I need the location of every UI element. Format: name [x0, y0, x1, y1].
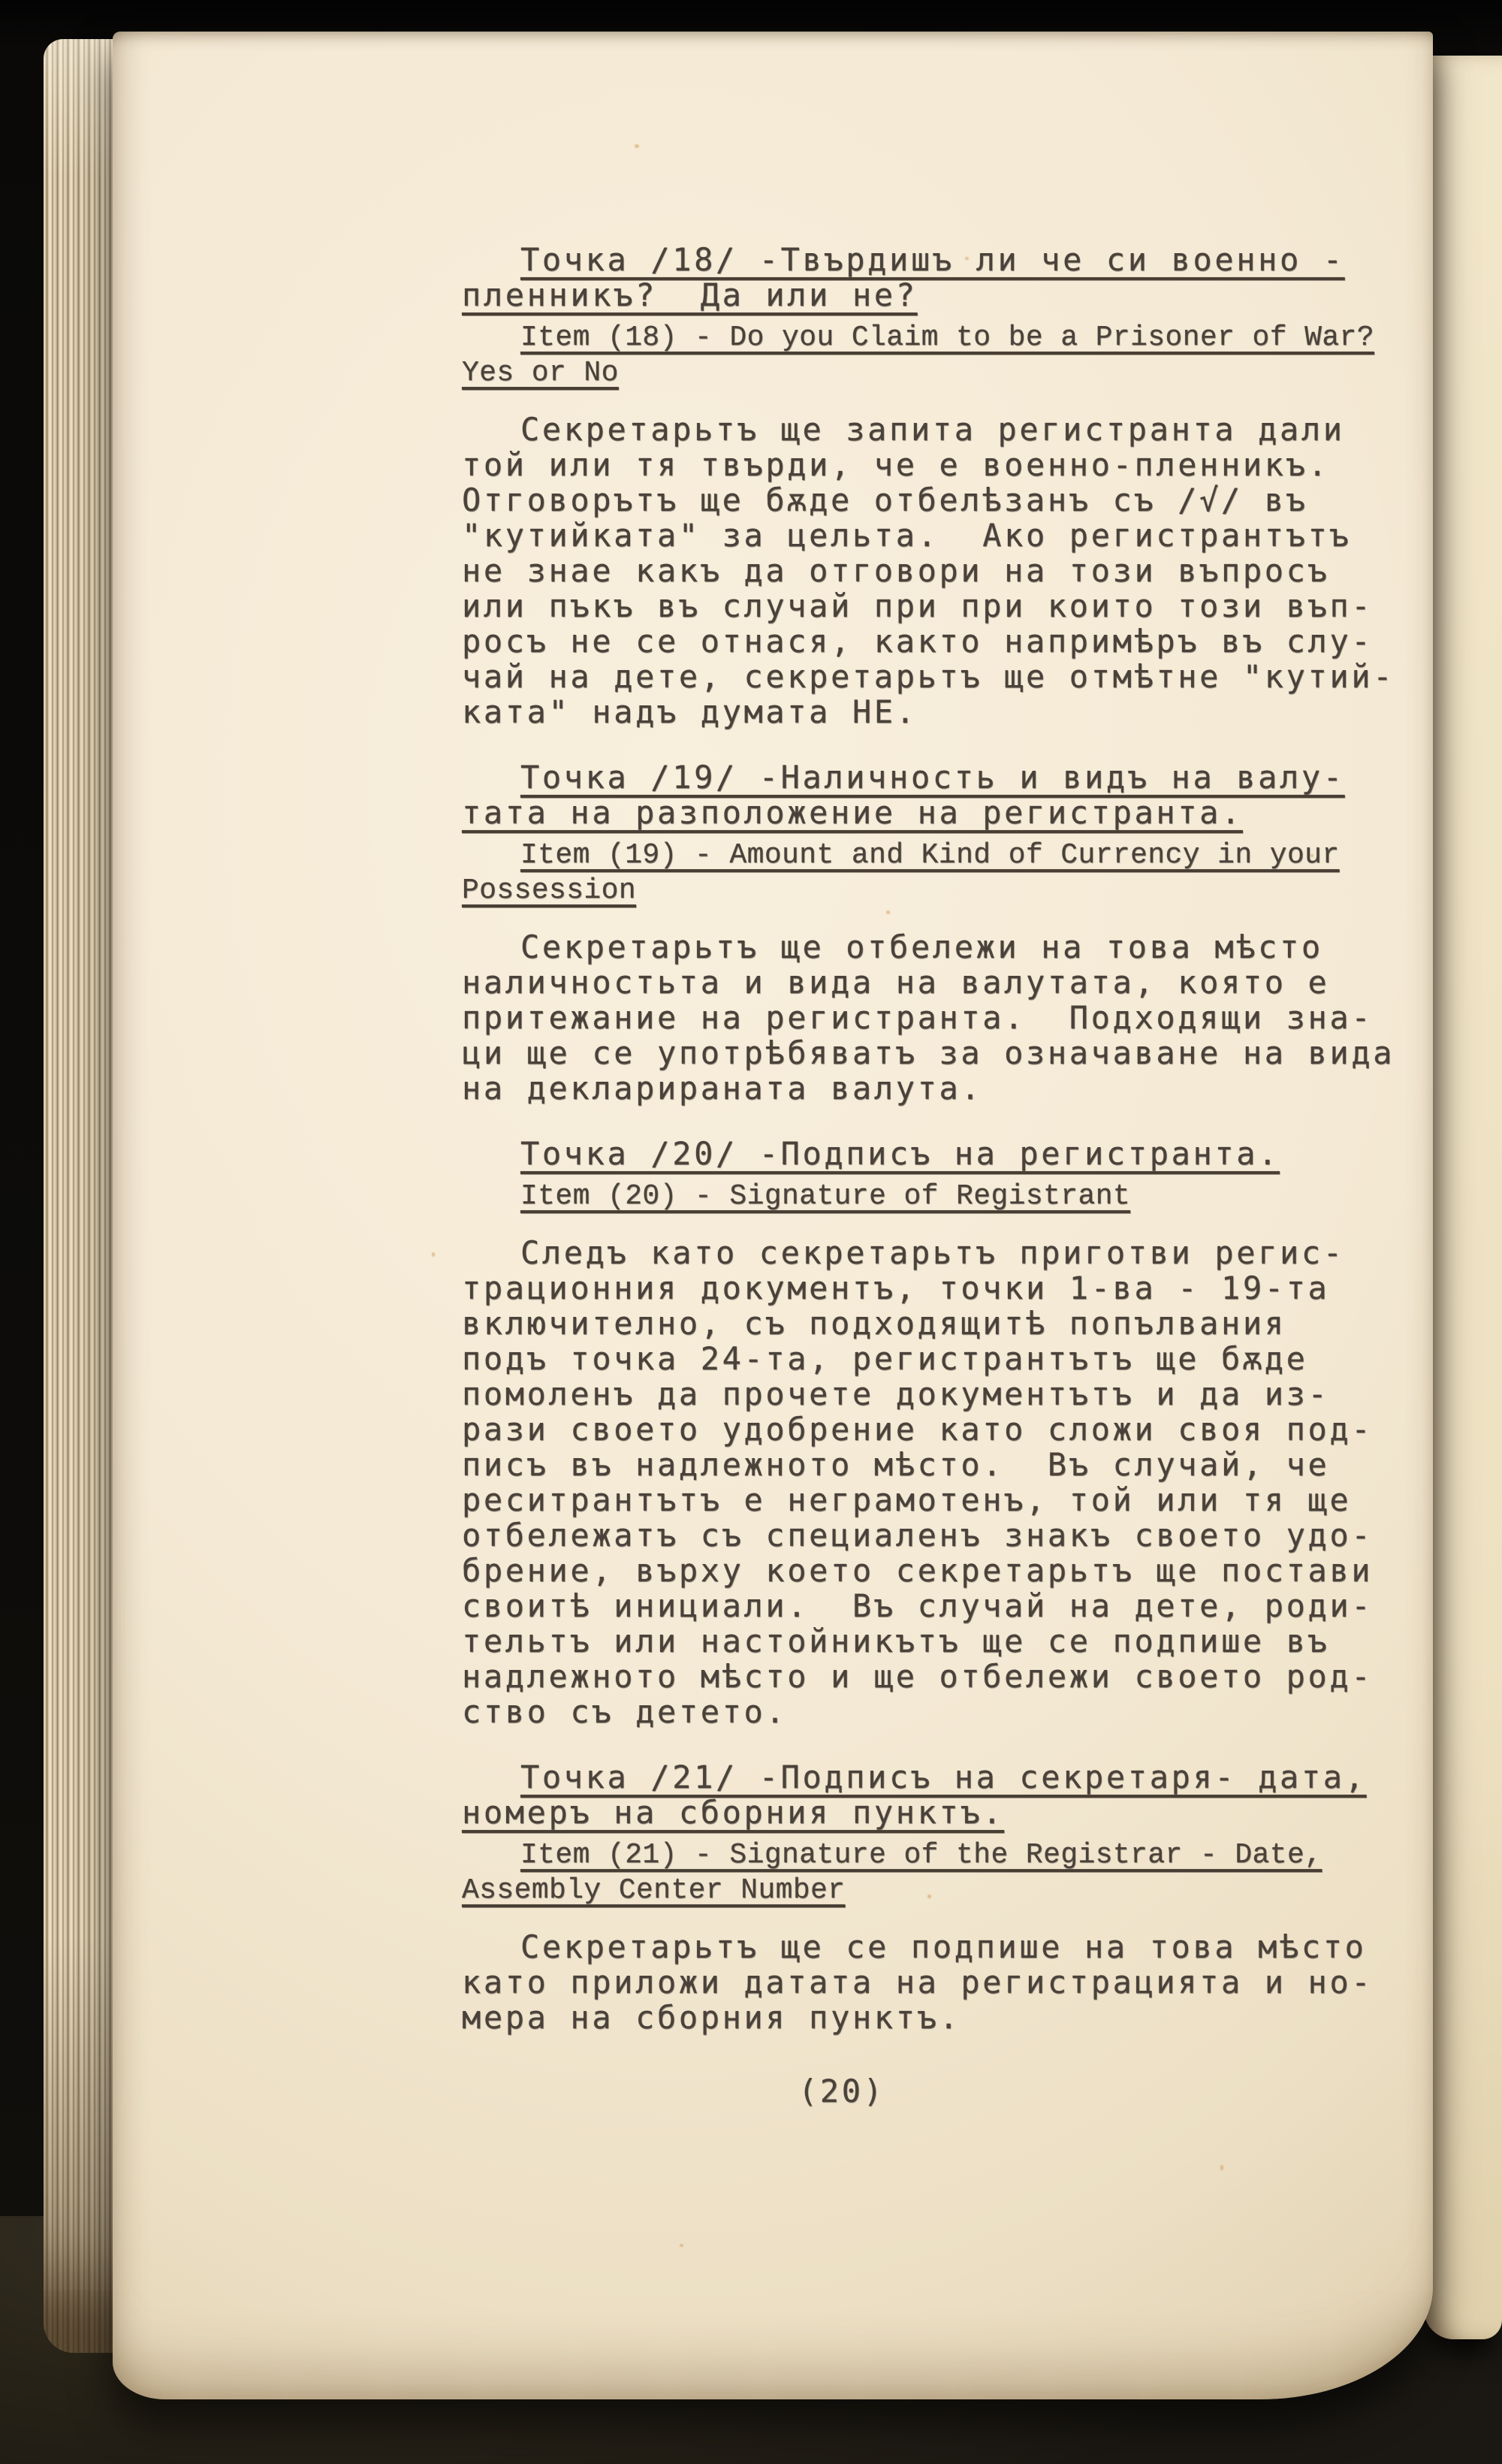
book-page: [113, 32, 1433, 2399]
english-heading-line: Item (19) - Amount and Kind of Currency in your: [520, 839, 1340, 871]
body-line: ката" надъ думата НЕ.: [462, 693, 918, 730]
paper-speck: [432, 1252, 435, 1257]
english-heading-line: Item (21) - Signature of the Registrar - Date,: [520, 1839, 1323, 1871]
body-line: росъ не се отнася, както напримѣръ въ слу-: [462, 623, 1374, 660]
english-heading-line: Item (20) - Signature of Registrant: [520, 1180, 1131, 1212]
body-line: трационния документъ, точки 1-ва - 19-та: [462, 1270, 1330, 1306]
bulgarian-heading-line: номеръ на сборния пунктъ.: [462, 1794, 1005, 1831]
body-line: тельтъ или настойникътъ ще се подпише въ: [462, 1623, 1330, 1659]
item-19-section: [462, 759, 1393, 1106]
page-number: (20): [798, 2073, 885, 2109]
page-stack-edges: [44, 39, 120, 2353]
body-line: Секретарьтъ ще отбележи на това мѣсто: [520, 929, 1323, 965]
paper-speck: [680, 2244, 683, 2247]
body-line: помоленъ да прочете документътъ и да из-: [462, 1375, 1330, 1412]
body-line: притежание на регистранта. Подходящи зна-: [462, 999, 1374, 1036]
bulgarian-heading-group: [462, 759, 1393, 830]
paper-speck: [635, 144, 639, 148]
body-line: реситрантътъ е неграмотенъ, той или тя ще: [462, 1481, 1352, 1518]
bulgarian-heading-line: Точка /18/ -Твърдишъ ли че си военно -: [520, 241, 1345, 278]
body-line: надлежното мѣсто и ще отбележи своето род-: [462, 1658, 1374, 1695]
bulgarian-heading-line: Точка /19/ -Наличность и видъ на валу-: [520, 759, 1345, 796]
bulgarian-heading-group: [462, 1136, 1393, 1171]
body-line: мера на сборния пунктъ.: [462, 1999, 961, 2036]
bulgarian-heading-line: Точка /21/ -Подписъ на секретаря- дата,: [520, 1759, 1367, 1795]
body-group: [462, 929, 1393, 1106]
body-line: Отговорътъ ще бѫде отбелѣзанъ съ /√/ въ: [462, 482, 1308, 518]
bulgarian-heading-line: Точка /20/ -Подписъ на регистранта.: [520, 1135, 1280, 1172]
item-18-section: [462, 242, 1393, 729]
body-group: [462, 412, 1393, 729]
body-line: подъ точка 24-та, регистрантътъ ще бѫде: [462, 1340, 1308, 1377]
bulgarian-heading-line: пленникъ? Да или не?: [462, 276, 918, 313]
english-heading-line: Possession: [462, 874, 637, 907]
body-line: на декларираната валута.: [462, 1070, 983, 1107]
english-heading-group: [462, 1837, 1393, 1908]
body-line: своитѣ инициали. Въ случай на дете, роди-: [462, 1587, 1374, 1624]
body-line: той или тя твърди, че е военно-пленникъ.: [462, 446, 1330, 483]
body-line: Следъ като секретарьтъ приготви регис-: [520, 1234, 1345, 1271]
body-line: Секретарьтъ ще запита регистранта дали: [520, 411, 1345, 448]
body-line: ци ще се употрѣбяватъ за означаване на вида: [462, 1034, 1395, 1071]
english-heading-line: Yes or No: [462, 357, 619, 389]
body-line: писъ въ надлежното мѣсто. Въ случай, че: [462, 1446, 1330, 1483]
body-line: като приложи датата на регистрацията и но-: [462, 1964, 1374, 2000]
english-heading-group: [462, 838, 1393, 908]
bulgarian-heading-group: [462, 242, 1393, 313]
item-20-section: [462, 1136, 1393, 1729]
item-21-section: [462, 1759, 1393, 2035]
body-line: не знае какъ да отговори на този въпросъ: [462, 552, 1330, 589]
facing-page-edge: [1424, 56, 1502, 2339]
body-line: Секретарьтъ ще се подпише на това мѣсто: [520, 1928, 1367, 1965]
body-line: брение, върху което секретарьтъ ще постави: [462, 1552, 1374, 1589]
body-line: включително, съ подходящитѣ попълвания: [462, 1305, 1286, 1342]
body-line: или пъкъ въ случай при при които този въп-: [462, 587, 1374, 624]
english-heading-line: Assembly Center Number: [462, 1874, 846, 1907]
body-line: рази своето удобрение като сложи своя под-: [462, 1411, 1374, 1448]
body-line: ство съ детето.: [462, 1693, 788, 1730]
english-heading-line: Item (18) - Do you Claim to be a Prisoner of War?: [520, 322, 1374, 354]
bulgarian-heading-group: [462, 1759, 1393, 1830]
body-line: чай на дете, секретарьтъ ще отмѣтне "кутий-: [462, 658, 1395, 695]
text-column: [462, 242, 1393, 2109]
body-line: отбележатъ съ специаленъ знакъ своето удо-: [462, 1517, 1374, 1554]
body-group: [462, 1235, 1393, 1729]
paper-speck: [1220, 2165, 1223, 2170]
english-heading-group: [462, 1179, 1393, 1214]
bulgarian-heading-line: тата на разположение на регистранта.: [462, 794, 1243, 831]
english-heading-group: [462, 320, 1393, 391]
body-line: наличностьта и вида на валутата, която е: [462, 964, 1330, 1001]
body-group: [462, 1929, 1393, 2035]
body-line: "кутийката" за цельта. Ако регистрантътъ: [462, 517, 1352, 554]
